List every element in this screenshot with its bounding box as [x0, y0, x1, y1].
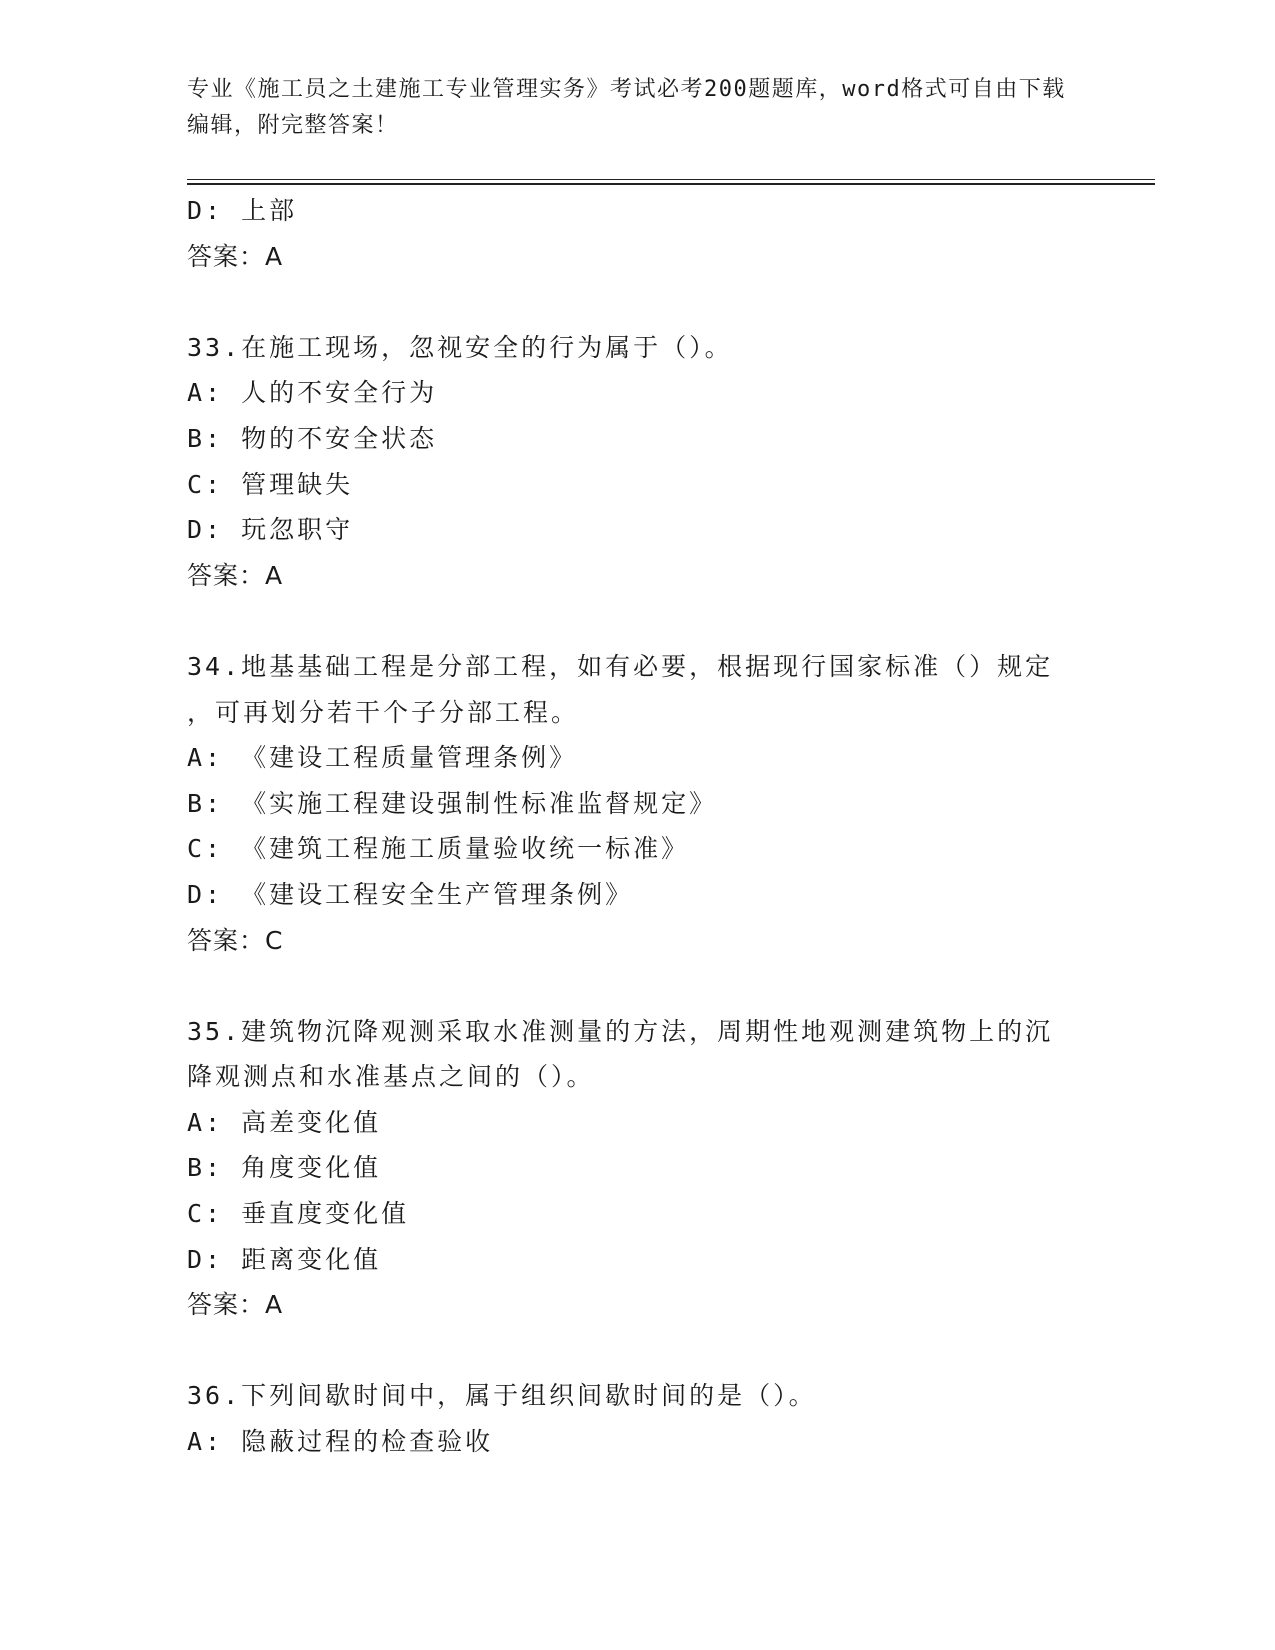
prev-answer: 答案：A	[187, 241, 284, 271]
question-35-option-c: C: 垂直度变化值	[187, 1199, 410, 1229]
question-33-answer: 答案：A	[187, 560, 284, 590]
question-34-option-c: C: 《建筑工程施工质量验收统一标准》	[187, 834, 690, 864]
document-body	[187, 188, 1087, 1465]
document-header: 专业《施工员之土建施工专业管理实务》考试必考200题题库，word格式可自由下载编辑，附完整答案！	[187, 77, 1066, 138]
question-35-answer: 答案：A	[187, 1290, 284, 1320]
question-35-stem-line-2: 降观测点和水准基点之间的（）。	[187, 1062, 595, 1092]
question-36-stem: 36.下列间歇时间中，属于组织间歇时间的是（）。	[187, 1381, 817, 1411]
header-divider	[187, 179, 1155, 185]
question-34-stem-line-1: 34.地基基础工程是分部工程，如有必要，根据现行国家标准（）规定	[187, 651, 1054, 681]
question-34-stem-line-2: ，可再划分若干个子分部工程。	[187, 697, 580, 727]
question-36-option-a: A: 隐蔽过程的检查验收	[187, 1427, 494, 1457]
question-33-stem: 33.在施工现场，忽视安全的行为属于（）。	[187, 332, 733, 362]
question-34-answer: 答案：C	[187, 925, 284, 955]
question-34-option-b: B: 《实施工程建设强制性标准监督规定》	[187, 788, 718, 818]
spacer	[187, 1328, 1087, 1374]
question-33-option-b: B: 物的不安全状态	[187, 423, 438, 453]
question-33-option-d: D: 玩忽职守	[187, 515, 354, 545]
spacer	[187, 279, 1087, 325]
question-35-option-a: A: 高差变化值	[187, 1107, 382, 1137]
spacer	[187, 963, 1087, 1009]
question-35-stem-line-1: 35.建筑物沉降观测采取水准测量的方法，周期性地观测建筑物上的沉	[187, 1016, 1054, 1046]
question-33-option-c: C: 管理缺失	[187, 469, 354, 499]
question-33-option-a: A: 人的不安全行为	[187, 378, 438, 408]
question-34-option-d: D: 《建设工程安全生产管理条例》	[187, 879, 634, 909]
prev-option-d: D: 上部	[187, 196, 298, 225]
spacer	[187, 598, 1087, 644]
question-35-option-b: B: 角度变化值	[187, 1153, 382, 1183]
question-34-option-a: A: 《建设工程质量管理条例》	[187, 743, 578, 773]
question-35-option-d: D: 距离变化值	[187, 1244, 382, 1274]
